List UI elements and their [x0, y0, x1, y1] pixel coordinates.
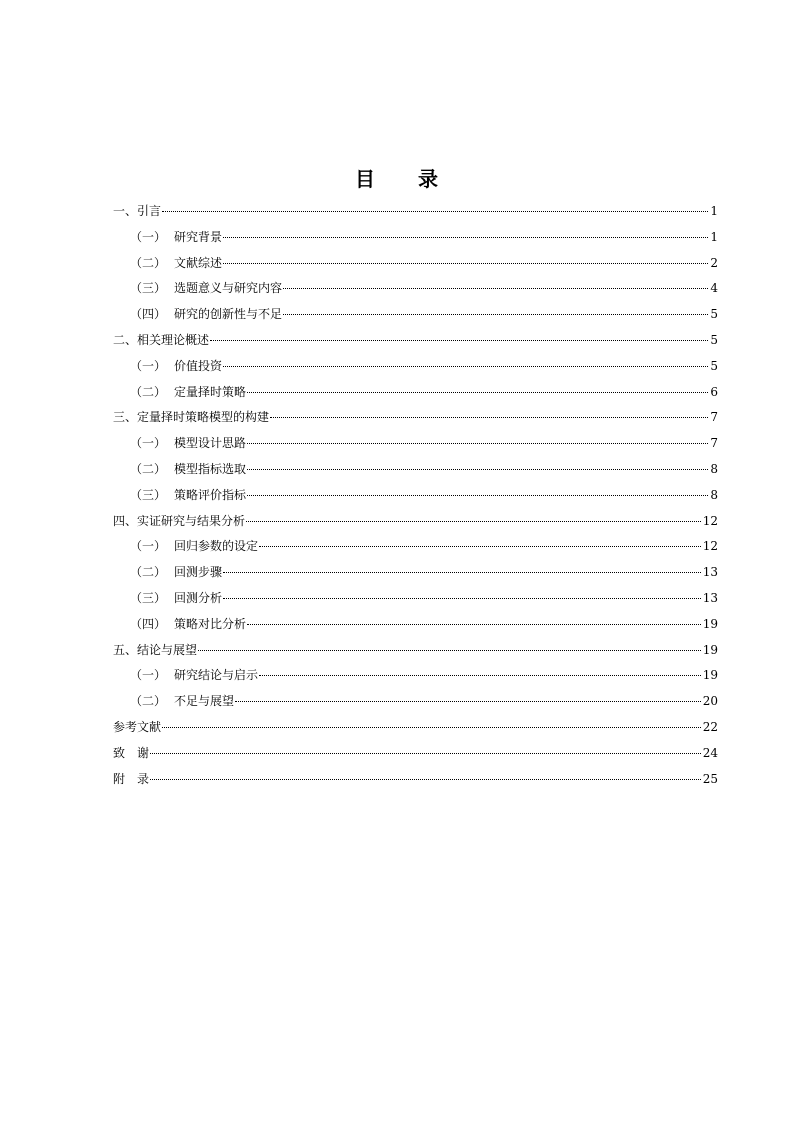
dot-leader	[259, 675, 701, 676]
dot-leader	[247, 624, 701, 625]
toc-entry-label: 附 录	[113, 771, 150, 786]
toc-entry-page-number: 8	[710, 461, 718, 476]
toc-section-entry[interactable]	[113, 509, 718, 535]
toc-entry-label: 回测分析	[174, 590, 223, 605]
toc-entry-marker: （二）	[130, 694, 167, 709]
toc-entry-marker: （二）	[130, 255, 167, 270]
dot-leader	[210, 340, 708, 341]
dot-leader	[162, 211, 708, 212]
dot-leader	[259, 546, 701, 547]
dot-leader	[283, 288, 708, 289]
toc-entry-page-number: 4	[710, 281, 718, 296]
toc-subsection-entry[interactable]	[113, 689, 718, 715]
toc-entry-marker: （三）	[130, 281, 167, 296]
toc-entry-page-number: 22	[702, 719, 718, 734]
toc-subsection-entry[interactable]	[113, 483, 718, 509]
toc-entry-label: 回归参数的设定	[174, 539, 259, 554]
toc-entry-label: 二、相关理论概述	[113, 332, 210, 347]
dot-leader	[150, 753, 701, 754]
dot-leader	[162, 727, 701, 728]
dot-leader	[247, 392, 708, 393]
toc-entry-page-number: 7	[710, 436, 718, 451]
toc-entry-page-number: 1	[710, 204, 718, 218]
toc-subsection-entry[interactable]	[113, 354, 718, 380]
toc-entry-marker: （四）	[130, 616, 167, 631]
toc-entry-marker: （一）	[130, 436, 167, 451]
toc-entry-page-number: 1	[710, 229, 718, 244]
toc-entry-label: 定量择时策略	[174, 384, 247, 399]
toc-entry-label: 回测步骤	[174, 565, 223, 580]
toc-entry-page-number: 13	[702, 590, 718, 605]
dot-leader	[223, 366, 708, 367]
toc-section-entry[interactable]	[113, 767, 718, 793]
toc-entry-label: 一、引言	[113, 204, 162, 218]
toc-title: 目 录	[355, 167, 456, 191]
toc-entry-page-number: 12	[702, 513, 718, 528]
dot-leader	[150, 779, 701, 780]
toc-entry-page-number: 7	[710, 410, 718, 425]
toc-entry-page-number: 24	[702, 745, 718, 760]
toc-entry-marker: （二）	[130, 384, 167, 399]
toc-entry-marker: （二）	[130, 461, 167, 476]
toc-subsection-entry[interactable]	[113, 380, 718, 406]
toc-section-entry[interactable]	[113, 405, 718, 431]
toc-entry-marker: （二）	[130, 565, 167, 580]
toc-section-entry[interactable]	[113, 741, 718, 767]
toc-subsection-entry[interactable]	[113, 663, 718, 689]
toc-subsection-entry[interactable]	[113, 612, 718, 638]
toc-entry-label: 策略对比分析	[174, 616, 247, 631]
toc-entry-marker: （一）	[130, 539, 167, 554]
toc-entry-page-number: 19	[702, 668, 718, 683]
dot-leader	[247, 443, 708, 444]
toc-entry-marker: （一）	[130, 358, 167, 373]
toc-entry-label: 三、定量择时策略模型的构建	[113, 410, 270, 425]
dot-leader	[246, 521, 701, 522]
toc-entry-label: 五、结论与展望	[113, 642, 198, 657]
toc-section-entry[interactable]	[113, 328, 718, 354]
toc-entry-label: 价值投资	[174, 358, 223, 373]
toc-entry-page-number: 8	[710, 487, 718, 502]
dot-leader	[223, 598, 701, 599]
dot-leader	[223, 237, 708, 238]
toc-entry-page-number: 19	[702, 616, 718, 631]
toc-section-entry[interactable]	[113, 715, 718, 741]
toc-entry-label: 模型指标选取	[174, 461, 247, 476]
toc-entry-label: 研究背景	[174, 229, 223, 244]
toc-entry-label: 模型设计思路	[174, 436, 247, 451]
toc-entry-label: 研究结论与启示	[174, 668, 259, 683]
toc-entry-page-number: 20	[702, 694, 718, 709]
toc-entry-label: 参考文献	[113, 719, 162, 734]
toc-entry-page-number: 6	[710, 384, 718, 399]
toc-section-entry[interactable]	[113, 638, 718, 664]
toc-entry-label: 四、实证研究与结果分析	[113, 513, 246, 528]
toc-subsection-entry[interactable]	[113, 302, 718, 328]
toc-entry-label: 不足与展望	[174, 694, 235, 709]
toc-entry-page-number: 13	[702, 565, 718, 580]
toc-entry-label: 致 谢	[113, 745, 150, 760]
dot-leader	[283, 314, 708, 315]
toc-entry-page-number: 5	[710, 332, 718, 347]
dot-leader	[223, 263, 708, 264]
toc-entry-page-number: 5	[710, 307, 718, 322]
toc-entry-marker: （三）	[130, 590, 167, 605]
toc-subsection-entry[interactable]	[113, 534, 718, 560]
toc-subsection-entry[interactable]	[113, 225, 718, 251]
toc-subsection-entry[interactable]	[113, 276, 718, 302]
dot-leader	[235, 701, 701, 702]
toc-subsection-entry[interactable]	[113, 560, 718, 586]
toc-section-entry[interactable]	[113, 199, 718, 225]
toc-entry-marker: （三）	[130, 487, 167, 502]
toc-entry-label: 选题意义与研究内容	[174, 281, 283, 296]
toc-entry-page-number: 25	[702, 771, 718, 786]
toc-subsection-entry[interactable]	[113, 586, 718, 612]
dot-leader	[247, 495, 708, 496]
toc-subsection-entry[interactable]	[113, 431, 718, 457]
toc-entry-page-number: 19	[702, 642, 718, 657]
toc-subsection-entry[interactable]	[113, 457, 718, 483]
toc-entry-label: 研究的创新性与不足	[174, 307, 283, 322]
toc-entry-page-number: 12	[702, 539, 718, 554]
toc-entry-label: 策略评价指标	[174, 487, 247, 502]
toc-entry-label: 文献综述	[174, 255, 223, 270]
toc-subsection-entry[interactable]	[113, 251, 718, 277]
toc-entry-marker: （一）	[130, 229, 167, 244]
toc-entry-marker: （一）	[130, 668, 167, 683]
toc-entry-marker: （四）	[130, 307, 167, 322]
toc-entry-page-number: 2	[710, 255, 718, 270]
dot-leader	[270, 417, 708, 418]
dot-leader	[223, 572, 701, 573]
toc-entry-page-number: 5	[710, 358, 718, 373]
dot-leader	[247, 469, 708, 470]
toc-list	[113, 199, 718, 792]
dot-leader	[198, 650, 701, 651]
